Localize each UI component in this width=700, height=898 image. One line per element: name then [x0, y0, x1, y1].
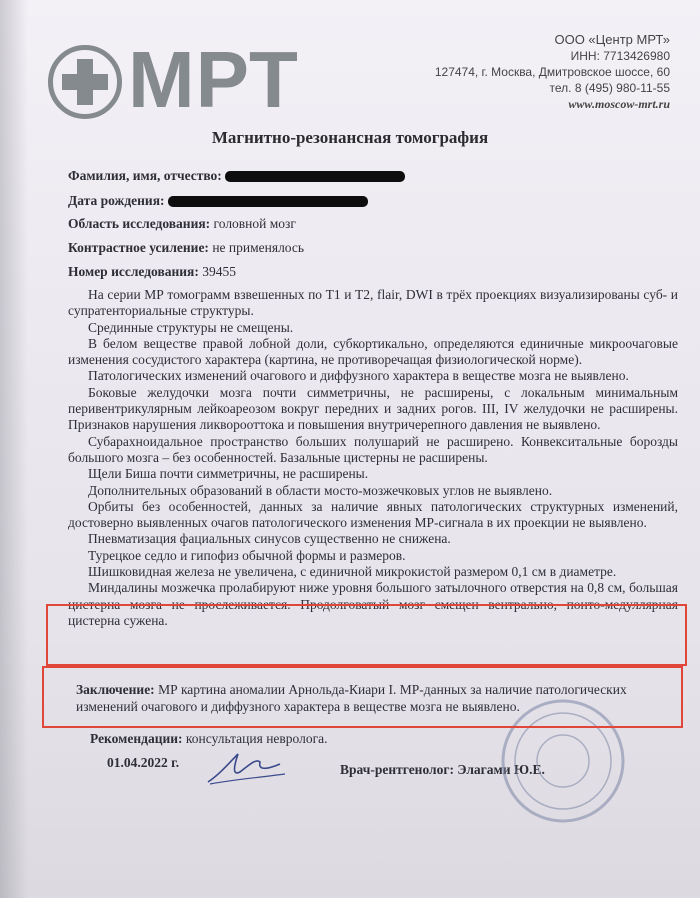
company-inn: ИНН: 7713426980 [570, 49, 670, 63]
paragraph: Боковые желудочки мозга почти симметричны, не расширены, с локальным минимальным перивентрикулярным лейкоареозом вокруг передних и задних рогов. III, IV желудочки не расширены. Признаков нарушения ликворооттока и повышения внутричерепного давления не выявлено. [68, 384, 678, 433]
patient-name-label: Фамилия, имя, отчество: [68, 168, 222, 183]
study-area-row [68, 216, 296, 232]
study-number-value: 39455 [202, 264, 236, 279]
paragraph: В белом веществе правой лобной доли, субкортикально, определяются единичные микроочаговые изменения сосудистого характера (картина, не противоречащая физиологической норме). [68, 335, 678, 368]
study-number-label: Номер исследования: [68, 264, 199, 279]
paragraph: Турецкое седло и гипофиз обычной формы и размеров. [88, 547, 406, 563]
contrast-value: не применялось [212, 240, 305, 255]
recommendation-label: Рекомендации: [90, 731, 183, 746]
redacted-dob [168, 196, 368, 207]
patient-name-row [68, 168, 405, 184]
signature-icon [200, 748, 290, 788]
paragraph: Субарахноидальное пространство больших полушарий не расширено. Конвекситальные борозды большого мозга – без особенностей. Базальные цистерны не расширены. [68, 433, 678, 465]
paragraph: Патологических изменений очагового и диффузного характера в веществе мозга не выявлено. [88, 368, 629, 384]
paragraph: Орбиты без особенностей, данных за наличие явных патологических структурных изменений, достоверно выявленных очагов патологического изменения МР-сигнала в их проекции не выявлено. [68, 498, 678, 531]
doctor-name: Элагами Ю.Е. [457, 762, 545, 777]
paragraph: Миндалины мозжечка пролабируют ниже уровня большого затылочного отверстия на 0,8 см, большая цистерна мозга не прослеживается. Продолговатый мозг смещен вентрально, понто-медуллярная цистерна сужена. [68, 580, 678, 628]
recommendation [90, 731, 328, 747]
study-area-label: Область исследования: [68, 216, 211, 231]
company-phone: тел. 8 (495) 980-11-55 [549, 81, 670, 95]
company-website: www.moscow-mrt.ru [568, 97, 670, 111]
highlight-box-findings [46, 604, 687, 666]
paragraph: Срединные структуры не смещены. [88, 319, 294, 335]
redacted-name [225, 171, 405, 182]
recommendation-text: консультация невролога. [185, 731, 328, 746]
study-area-value: головной мозг [213, 216, 296, 231]
paragraph: Пневматизация фациальных синусов существенно не снижена. [88, 531, 451, 547]
company-name: ООО «Центр МРТ» [554, 32, 670, 47]
company-info [435, 32, 670, 112]
dob-row [68, 193, 368, 209]
dob-label: Дата рождения: [68, 193, 165, 208]
report-date: 01.04.2022 г. [107, 755, 180, 770]
paragraph: Дополнительных образований в области мосто-мозжечковых углов не выявлено. [88, 482, 553, 498]
highlight-box-conclusion [42, 666, 683, 728]
medical-cross-logo-icon [48, 45, 122, 119]
company-address: 127474, г. Москва, Дмитровское шоссе, 60 [434, 65, 670, 79]
findings-text [68, 287, 678, 629]
conclusion-label: Заключение: [76, 682, 155, 697]
contrast-row [68, 240, 304, 256]
paragraph: На серии МР томограмм взвешенных по T1 и T2, flair, DWI в трёх проекциях визуализированы суб- и супратенториальные структуры. [68, 287, 678, 319]
logo-wordmark: МРТ [128, 35, 299, 124]
contrast-label: Контрастное усиление: [68, 240, 209, 255]
paragraph: Щели Биша почти симметричны, не расширены. [88, 466, 369, 482]
study-number-row [68, 264, 236, 280]
document-title: Магнитно-резонансная томография [211, 128, 489, 147]
doctor-label: Врач-рентгенолог: [340, 762, 454, 777]
paragraph: Шишковидная железа не увеличена, с единичной микрокистой размером 0,1 см в диаметре. [88, 564, 617, 580]
conclusion-text: МР картина аномалии Арнольда-Киари I. МР-данных за наличие патологических изменений очагового и диффузного характера в веществе мозга не выявлено. [76, 682, 627, 714]
